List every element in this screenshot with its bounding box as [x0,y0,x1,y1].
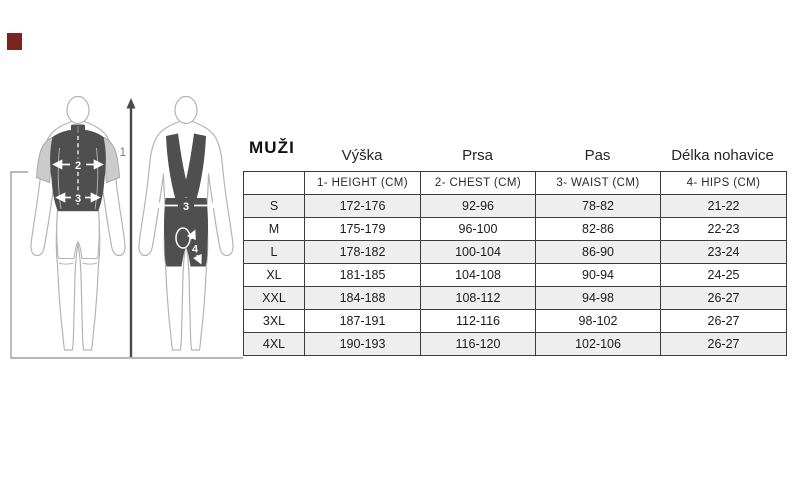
table-row: S 172-176 92-96 78-82 21-22 [244,195,787,218]
jersey-figure [31,97,125,351]
table-row: M 175-179 96-100 82-86 22-23 [244,218,787,241]
bibshorts-figure [139,97,233,351]
bib-waist-marker-label: 3 [182,200,190,213]
size-table [243,171,787,356]
size-label: 4XL [244,333,305,356]
group-header-vyska: Výška [341,147,383,164]
table-row: XXL 184-188 108-112 94-98 26-27 [244,287,787,310]
size-label: M [244,218,305,241]
size-label: S [244,195,305,218]
table-row: L 178-182 100-104 86-90 23-24 [244,241,787,264]
leg-length-marker-label: 4 [191,243,199,256]
group-header-prsa: Prsa [462,147,493,164]
chart-title: MUŽI [249,138,295,157]
size-label: 3XL [244,310,305,333]
col-header-waist: 3- WAIST (CM) [536,172,661,195]
corner-cell [244,172,305,195]
jersey-waist-marker-label: 3 [74,192,82,205]
table-row: XL 181-185 104-108 90-94 24-25 [244,264,787,287]
group-header-pas: Pas [584,147,611,164]
height-marker-label: 1 [119,147,126,159]
size-diagram [0,0,260,368]
table-row: 3XL 187-191 112-116 98-102 26-27 [244,310,787,333]
col-header-hips: 4- HIPS (CM) [661,172,787,195]
chest-marker-label: 2 [74,159,82,172]
size-label: XXL [244,287,305,310]
group-header-delka-nohavice: Délka nohavice [671,147,774,164]
table-subheader-row [244,172,787,195]
size-label: L [244,241,305,264]
col-header-height: 1- HEIGHT (CM) [305,172,421,195]
col-header-chest: 2- CHEST (CM) [421,172,536,195]
size-label: XL [244,264,305,287]
table-row: 4XL 190-193 116-120 102-106 26-27 [244,333,787,356]
